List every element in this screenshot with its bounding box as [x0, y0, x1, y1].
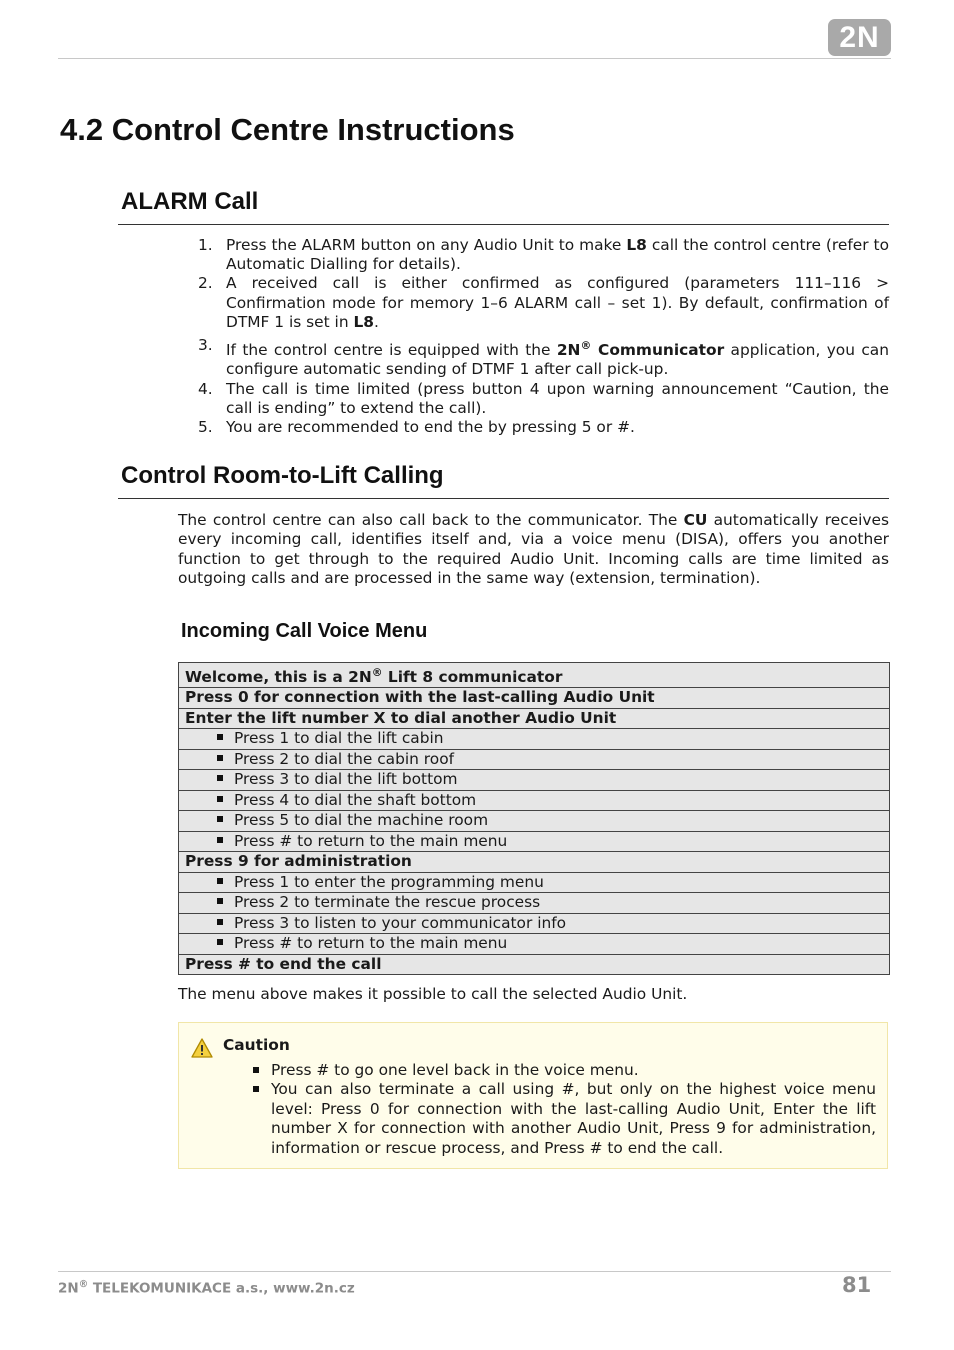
step-bold: Communicator [591, 341, 725, 360]
bullet-square-icon [217, 919, 223, 925]
step-number: 5. [198, 417, 213, 436]
menu-cell [179, 872, 890, 893]
cell-text: Press 5 to dial the machine room [234, 811, 489, 830]
table-row [179, 749, 890, 770]
step-text: You are recommended to end the by pressing 5 or #. [226, 417, 635, 436]
cell-text: Press 2 to dial the cabin roof [234, 749, 455, 768]
voice-menu-heading: Incoming Call Voice Menu [181, 620, 428, 642]
step-text: The call is time limited (press button 4 upon warning announcement “Caution, the call is ending” to extend the call). [226, 379, 889, 417]
footer-rule [58, 1271, 891, 1272]
menu-cell [179, 831, 890, 852]
cell-text: Welcome, this is a 2N [185, 668, 372, 687]
step-bold: 2N [556, 341, 581, 360]
step-text: call the control centre (refer to Automatic Dialling for details). [226, 236, 889, 274]
menu-cell [179, 913, 890, 934]
table-row [179, 688, 890, 709]
cell-text: Press 1 to dial the lift cabin [234, 729, 444, 748]
caution-box [178, 1022, 888, 1169]
table-row [179, 770, 890, 791]
warning-icon [191, 1038, 213, 1058]
alarm-step-1 [190, 236, 889, 274]
menu-cell: Press 9 for administration [179, 852, 890, 873]
step-number: 2. [198, 274, 213, 293]
menu-cell: Press 0 for connection with the last-calling Audio Unit [179, 688, 890, 709]
table-row [179, 729, 890, 750]
paragraph-bold: CU [683, 511, 708, 529]
menu-cell: Press # to end the call [179, 954, 890, 975]
cell-text: Press 3 to listen to your communicator info [234, 913, 567, 932]
step-text: If the control centre is equipped with the [226, 341, 557, 360]
paragraph-text: automatically receives every incoming call, identifies itself and, via a voice menu (DISA), offers you another function to get through to the required Audio Unit. Incoming calls are time limited as outgoing calls and are processed in the same way (extension, termination). [178, 511, 890, 588]
menu-cell [179, 790, 890, 811]
alarm-step-2 [190, 274, 889, 332]
alarm-step-4 [190, 380, 889, 418]
registered-mark: ® [580, 339, 592, 353]
voice-menu-table [178, 662, 890, 975]
menu-cell [179, 811, 890, 832]
caution-item [253, 1080, 876, 1158]
alarm-call-heading: ALARM Call [121, 188, 259, 215]
menu-cell [179, 893, 890, 914]
menu-cell [179, 934, 890, 955]
cell-text: Lift 8 communicator [382, 668, 563, 687]
table-row [179, 954, 890, 975]
caution-item-text: You can also terminate a call using #, but only on the highest voice menu level: Press 0 for connection with the last-calling Audio Unit, Enter the lift number X for connection with another Audio Unit, Press 9 for administration, information or rescue process, and Press # to end the call. [271, 1080, 876, 1157]
control-room-heading: Control Room-to-Lift Calling [121, 462, 444, 489]
step-number: 3. [198, 336, 213, 355]
menu-cell [179, 729, 890, 750]
caution-item-text: Press # to go one level back in the voice menu. [271, 1061, 639, 1079]
bullet-square-icon [217, 816, 223, 822]
step-text: . [374, 312, 379, 331]
menu-after-text: The menu above makes it possible to call the selected Audio Unit. [178, 985, 688, 1003]
table-row [179, 893, 890, 914]
step-bold: L8 [626, 236, 647, 254]
step-number: 1. [198, 236, 213, 254]
table-row [179, 811, 890, 832]
footer-text: TELEKOMUNIKACE a.s., www.2n.cz [88, 1280, 355, 1297]
caution-item [253, 1061, 876, 1080]
alarm-steps-list [190, 236, 889, 437]
table-row [179, 872, 890, 893]
step-text: A received call is either confirmed as configured (parameters 111–116 > Confirmation mode for memory 1–6 ALARM call – set 1). By default, confirmation of DTMF 1 is set in [226, 274, 889, 331]
control-room-paragraph [178, 511, 889, 589]
page-title: 4.2 Control Centre Instructions [60, 112, 515, 147]
menu-cell [179, 749, 890, 770]
paragraph-text: The control centre can also call back to the communicator. The [178, 511, 684, 529]
cell-text: Press 2 to terminate the rescue process [234, 893, 541, 912]
registered-mark: ® [78, 1279, 89, 1290]
registered-mark: ® [371, 666, 383, 679]
footer-company [58, 1279, 355, 1297]
table-row [179, 663, 890, 688]
table-row [179, 708, 890, 729]
bullet-square-icon [217, 898, 223, 904]
bullet-square-icon [217, 878, 223, 884]
table-row [179, 934, 890, 955]
menu-welcome-cell [179, 663, 890, 688]
alarm-step-5 [190, 418, 889, 437]
bullet-square-icon [217, 755, 223, 761]
table-row [179, 790, 890, 811]
step-bold: L8 [353, 312, 375, 331]
header-rule [58, 58, 891, 59]
table-row [179, 831, 890, 852]
caution-list [253, 1061, 876, 1158]
bullet-square-icon [217, 939, 223, 945]
cell-text: Press 1 to enter the programming menu [234, 872, 544, 891]
bullet-square-icon [217, 734, 223, 740]
step-text: Press the ALARM button on any Audio Unit to make [226, 236, 627, 254]
menu-cell: Enter the lift number X to dial another Audio Unit [179, 708, 890, 729]
cell-text: Press 4 to dial the shaft bottom [234, 790, 477, 809]
step-number: 4. [198, 379, 213, 398]
cell-text: Press # to return to the main menu [234, 831, 508, 850]
caution-title: Caution [223, 1036, 290, 1054]
bullet-square-icon [217, 796, 223, 802]
company-logo: 2N [828, 19, 891, 56]
cell-text: Press # to return to the main menu [234, 934, 508, 953]
alarm-heading-rule [118, 224, 889, 225]
bullet-square-icon [217, 775, 223, 781]
footer-text: 2N [58, 1280, 79, 1297]
cell-text: Press 3 to dial the lift bottom [234, 770, 458, 789]
bullet-square-icon [217, 837, 223, 843]
page-number: 81 [842, 1273, 872, 1297]
bullet-square-icon [253, 1086, 259, 1092]
table-row [179, 852, 890, 873]
control-room-heading-rule [118, 498, 889, 499]
menu-cell [179, 770, 890, 791]
step-text: application, you can configure automatic sending of DTMF 1 after call pick-up. [226, 341, 889, 379]
alarm-step-3 [190, 336, 889, 380]
bullet-square-icon [253, 1067, 259, 1073]
table-row [179, 913, 890, 934]
